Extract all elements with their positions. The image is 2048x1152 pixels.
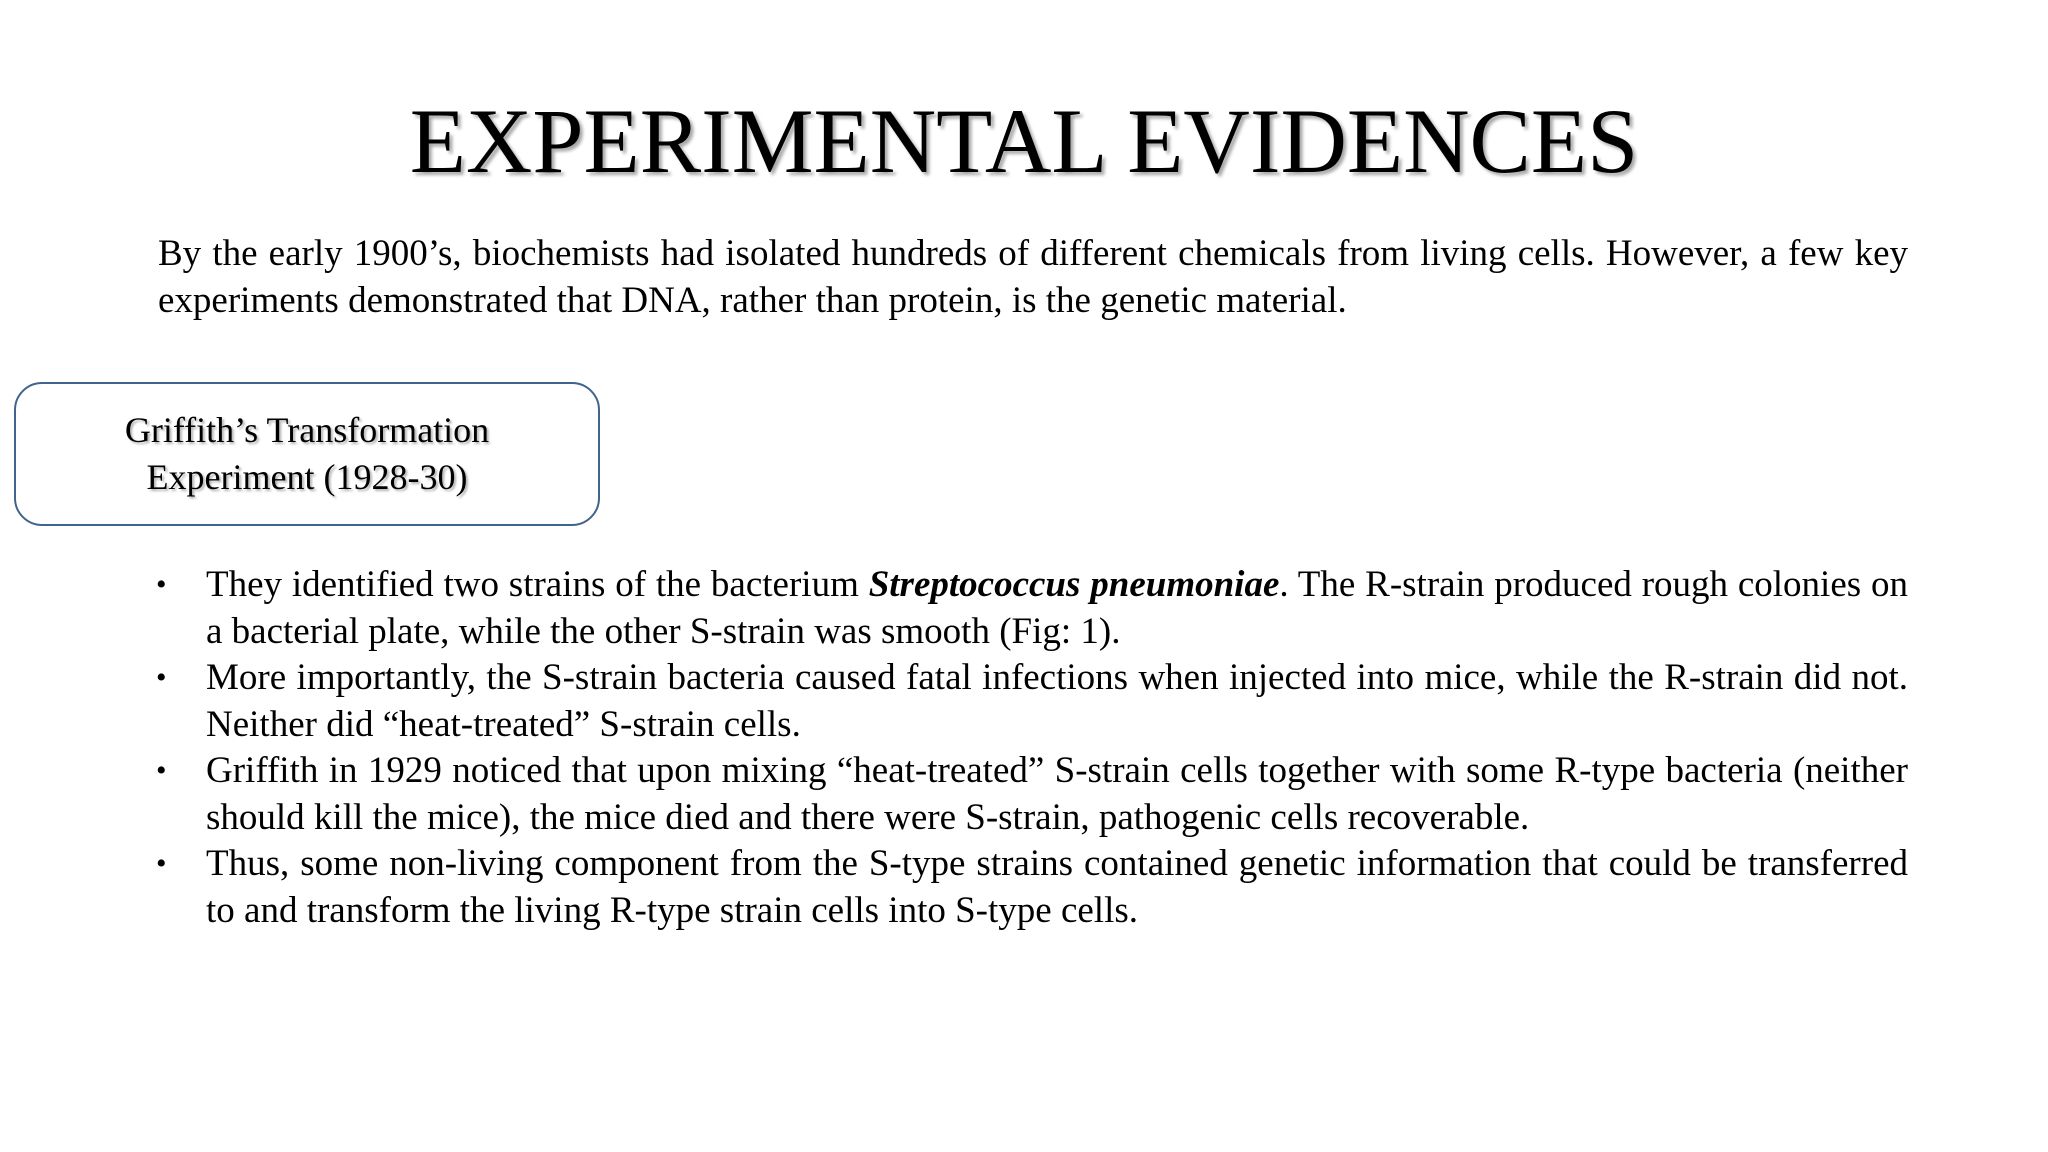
bullet-icon: •	[156, 568, 167, 601]
bullet-icon: •	[156, 661, 167, 694]
callout-line-1: Griffith’s Transformation	[124, 410, 490, 450]
bullet-text-start: They identified two strains of the bacterium	[206, 564, 869, 605]
bullet-icon: •	[156, 754, 167, 787]
list-item	[150, 841, 1908, 934]
callout-line-2: Experiment (1928-30)	[146, 457, 468, 497]
callout-text	[67, 407, 547, 501]
bullet-list	[150, 562, 1908, 934]
bullet-text: Griffith in 1929 noticed that upon mixing “heat-treated” S-strain cells together with some R-type bacteria (neither should kill the mice), the mice died and there were S-strain, pathogenic cells recoverable.	[206, 750, 1908, 838]
bullet-text-end: . The R-strain produced rough colonies on a bacterial plate, while the other S-strain was smooth (Fig: 1).	[206, 564, 1908, 652]
griffith-experiment-callout	[14, 382, 600, 526]
list-item	[150, 562, 1908, 655]
bullet-text: Thus, some non-living component from the S-type strains contained genetic information that could be transferred to and transform the living R-type strain cells into S-type cells.	[206, 843, 1908, 931]
species-name: Streptococcus pneumoniae	[868, 564, 1280, 605]
bullet-text: More importantly, the S-strain bacteria caused fatal infections when injected into mice, while the R-strain did not. Neither did “heat-treated” S-strain cells.	[206, 657, 1908, 745]
list-item	[150, 748, 1908, 841]
list-item	[150, 655, 1908, 748]
slide-title: EXPERIMENTAL EVIDENCES	[409, 90, 1639, 192]
intro-paragraph: By the early 1900’s, biochemists had isolated hundreds of different chemicals from living cells. However, a few key experiments demonstrated that DNA, rather than protein, is the genetic material.	[158, 233, 1908, 321]
bullet-icon: •	[156, 847, 167, 880]
